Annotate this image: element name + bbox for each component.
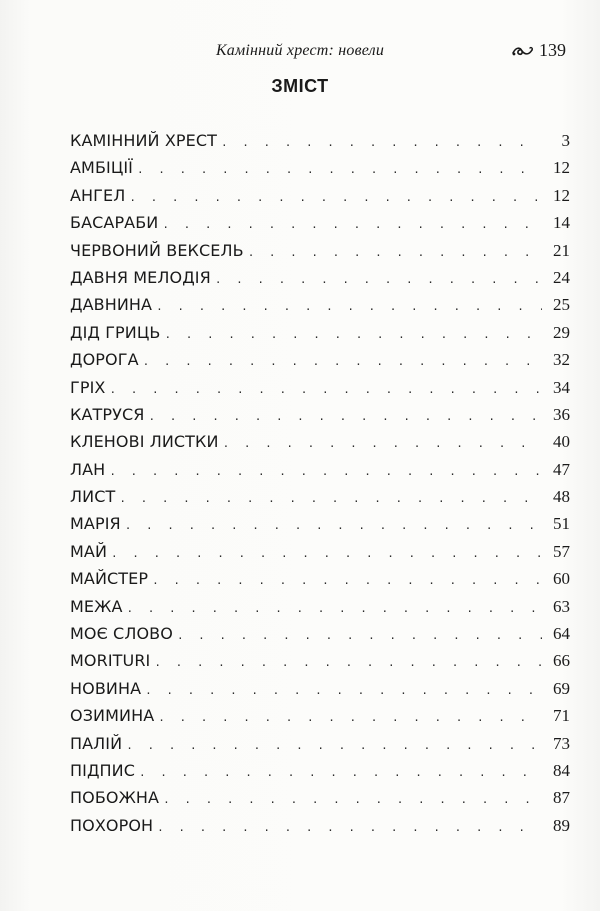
dot-leader [127,595,543,620]
toc-entry-page: 40 [553,432,570,452]
toc-entry-title: МОЄ СЛОВО [70,624,173,644]
toc-entry-page: 63 [553,596,570,616]
dot-leader [221,129,542,154]
table-of-contents [70,127,570,839]
dot-leader [154,649,542,674]
toc-entry [70,593,570,620]
toc-entry-title: ПОХОРОН [70,815,154,835]
dot-leader [223,430,542,455]
toc-entry-title: КАМІННИЙ ХРЕСТ [70,131,217,150]
toc-entry [70,675,570,702]
toc-entry-title: ЧЕРВОНИЙ ВЕКСЕЛЬ [70,240,244,260]
toc-entry-page: 24 [553,267,570,287]
toc-entry-page: 57 [553,541,570,561]
folio [511,40,566,61]
toc-entry-page: 14 [553,213,570,233]
toc-entry-page: 48 [553,487,570,507]
toc-entry [70,401,570,428]
contents-heading: ЗМІСТ [271,76,329,96]
toc-entry-title: ЛАН [70,459,106,479]
dot-leader [109,458,542,483]
toc-entry-page: 73 [553,733,570,753]
toc-entry [70,264,570,291]
toc-entry-page: 60 [553,569,570,589]
toc-entry-page: 12 [553,158,570,178]
toc-entry [70,154,570,181]
toc-entry [70,812,570,839]
toc-entry [70,237,570,264]
toc-entry [70,428,570,455]
toc-entry-page: 29 [553,322,570,342]
dot-leader [110,376,543,401]
toc-entry [70,784,570,811]
toc-entry-title: АНГЕЛ [70,185,126,205]
toc-entry-title: ДАВНИНА [70,295,153,315]
toc-entry-title: MORITURI [70,651,151,671]
toc-entry-page: 84 [553,760,570,780]
toc-entry-page: 89 [553,815,570,835]
dot-leader [164,321,542,346]
dot-leader [111,540,542,565]
toc-entry-title: НОВИНА [70,678,142,698]
toc-entry-page: 64 [553,624,570,644]
toc-entry-page: 51 [553,514,570,534]
toc-entry [70,209,570,236]
toc-entry-title: БАСАРАБИ [70,213,159,233]
running-title: Камінний хрест: новели [215,42,385,59]
toc-entry-title: ГРІХ [70,377,106,397]
dot-leader [162,211,542,236]
toc-entry-title: ПОБОЖНА [70,788,160,808]
dot-leader [137,156,542,181]
toc-entry [70,291,570,318]
toc-entry-page: 3 [561,131,570,150]
toc-entry [70,346,570,373]
toc-entry-title: МАРІЯ [70,514,121,534]
toc-entry [70,702,570,729]
toc-entry-page: 36 [553,404,570,424]
toc-entry-title: МАЙСТЕР [70,569,149,589]
dot-leader [156,293,542,318]
toc-entry [70,565,570,592]
dot-leader [119,485,542,510]
toc-entry-page: 87 [553,788,570,808]
dot-leader [126,732,542,757]
dot-leader [139,759,542,784]
toc-entry-page: 34 [553,377,570,397]
toc-entry-page: 21 [553,240,570,260]
toc-entry [70,730,570,757]
toc-entry [70,319,570,346]
toc-entry [70,127,570,154]
dot-leader [148,403,542,428]
toc-entry-title: МАЙ [70,541,108,561]
toc-entry-title: КАТРУСЯ [70,404,145,424]
dot-leader [125,512,542,537]
toc-entry [70,374,570,401]
toc-entry-title: ОЗИМИНА [70,706,155,726]
dot-leader [215,266,542,291]
toc-entry [70,538,570,565]
toc-entry-title: МЕЖА [70,596,123,616]
toc-entry-page: 47 [553,459,570,479]
dot-leader [143,348,542,373]
toc-entry-page: 71 [553,706,570,726]
toc-entry-title: АМБІЦІЇ [70,158,134,178]
dot-leader [145,677,542,702]
toc-entry-page: 32 [553,350,570,370]
dot-leader [152,567,542,592]
toc-entry-title: ЛИСТ [70,487,116,507]
page-number: 139 [539,40,566,60]
toc-entry-title: ДІД ГРИЦЬ [70,322,161,342]
toc-entry [70,483,570,510]
toc-entry-title: КЛЕНОВІ ЛИСТКИ [70,432,219,452]
toc-entry-page: 69 [553,678,570,698]
dot-leader [158,704,542,729]
dot-leader [177,622,542,647]
toc-entry [70,182,570,209]
toc-entry [70,647,570,674]
dot-leader [248,239,542,264]
toc-entry [70,620,570,647]
toc-entry-title: ДАВНЯ МЕЛОДІЯ [70,267,211,287]
toc-entry-title: ПАЛІЙ [70,733,123,753]
dot-leader [163,786,542,811]
toc-entry [70,757,570,784]
toc-entry-title: ПІДПИС [70,760,136,780]
dot-leader [129,184,542,209]
running-header [0,40,600,64]
toc-entry-page: 12 [553,185,570,205]
dot-leader [157,814,542,839]
toc-entry-page: 25 [553,295,570,315]
fleuron-icon [511,44,535,58]
toc-entry [70,510,570,537]
toc-entry [70,456,570,483]
toc-entry-page: 66 [553,651,570,671]
toc-entry-title: ДОРОГА [70,350,139,370]
